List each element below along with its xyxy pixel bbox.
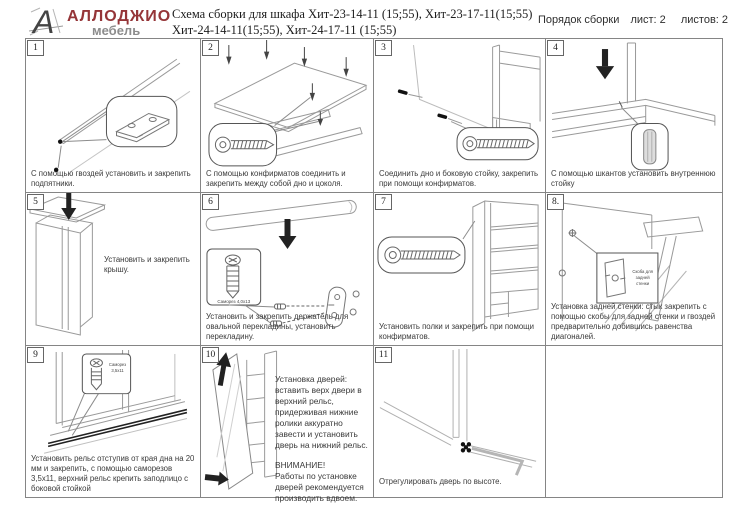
- assembly-step-3: [373, 38, 545, 192]
- screw-icon: [398, 89, 448, 119]
- brand-logo-icon: [26, 4, 66, 38]
- warning-body: Работы по установке дверей рекомендуется производить вдвоем.: [275, 471, 364, 504]
- assembly-step-6: [200, 192, 373, 345]
- sheets-total: листов: 2: [680, 14, 729, 26]
- logo-letter: А: [33, 4, 55, 38]
- step-number: 6: [202, 194, 219, 210]
- step-number: 9: [27, 347, 44, 363]
- step-number: 2: [202, 40, 219, 56]
- assembly-step-4: [545, 38, 722, 192]
- step-number: 11: [375, 347, 392, 363]
- assembly-step-5: [25, 192, 200, 345]
- assembly-step-9: [25, 345, 200, 497]
- step-number: 4: [547, 40, 564, 56]
- screw-size-label-line2: 3,5х11: [111, 367, 124, 373]
- callout-bubble: [457, 128, 538, 160]
- step-caption: С помощью конфирматов соединить и закрепить между собой дно и цоколя.: [206, 169, 346, 189]
- step-caption: Установить рельс отступив от края дна на 20 мм и закрепить, с помощью саморезов 3,5х11, верхний рельс крепить заподлицо с боковой стойкой: [31, 454, 195, 494]
- down-arrow-icon: [279, 219, 297, 249]
- step-number: 5: [27, 194, 44, 210]
- order-label: Порядок сборки: [538, 14, 620, 26]
- brand-name: АЛЛОДЖИО: [67, 8, 172, 25]
- brand-subtitle: мебель: [92, 23, 141, 38]
- assembly-step-2: [200, 38, 373, 192]
- warning-title: ВНИМАНИЕ!: [275, 460, 326, 471]
- step-number: 8.: [547, 194, 564, 210]
- step-number: 10: [202, 347, 219, 363]
- sliding-rail: [48, 410, 187, 447]
- step-caption: Соединить дно и боковую стойку, закрепить при помощи конфирматов.: [379, 169, 539, 189]
- callout-bubble: [378, 237, 465, 273]
- roller-icon: [461, 442, 471, 452]
- sheet-title-line1: Схема сборки для шкафа Хит-23-14-11 (15;55), Хит-23-17-11(15;55): [172, 7, 533, 21]
- bracket-label-line2: задней: [635, 275, 650, 280]
- down-arrow-icon: [596, 49, 614, 79]
- steps-grid: [25, 38, 723, 504]
- step-number: 1: [27, 40, 44, 56]
- step-caption: Установить и закрепить крышу.: [104, 255, 190, 274]
- sheet-title-line2: Хит-24-14-11(15;55), Хит-24-17-11 (15;55): [172, 23, 397, 38]
- bracket-label-line1: Скоба для: [632, 269, 653, 274]
- sheet-number: лист: 2: [630, 14, 666, 26]
- callout-bubble: [209, 124, 277, 166]
- step-caption: Установка задней стенки: стык закрепить с помощью скобы для задней стенки и гвоздей предварительно добившись равенства диагоналей.: [551, 302, 716, 342]
- step-number: 7: [375, 194, 392, 210]
- bracket-label-line3: стенки: [636, 281, 650, 286]
- step-11-illustration: [374, 346, 545, 497]
- step-caption: Установить и закрепить держатель для овальной перекладины, установить перекладину.: [206, 312, 349, 342]
- step-caption: Отрегулировать дверь по высоте.: [379, 477, 502, 487]
- screw-icon: [227, 40, 348, 125]
- step-number: 3: [375, 40, 392, 56]
- step-caption: С помощью гвоздей установить и закрепить подпятники.: [31, 169, 191, 189]
- step-caption-block: [275, 374, 370, 504]
- sheet-order-info: [538, 14, 728, 26]
- assembly-step-1: [25, 38, 200, 192]
- empty-cell: [545, 345, 722, 497]
- screw-size-label-line1: Саморез: [108, 361, 127, 367]
- screw-size-label: Саморез 4,0х13: [217, 298, 251, 305]
- assembly-step-11: [373, 345, 545, 497]
- oval-rail: [205, 200, 357, 231]
- step-caption: Установить полки и закрепить при помощи конфирматов.: [379, 322, 534, 342]
- step-caption: Установка дверей: вставить верх двери в верхний рельс, придерживая нижние ролики аккуратно завести и установить дверь на нижний рельс.: [275, 374, 368, 450]
- step-caption: С помощью шкантов установить внутреннюю стойку: [551, 169, 716, 189]
- assembly-step-10: [200, 345, 373, 504]
- assembly-step-8: [545, 192, 722, 345]
- assembly-step-7: [373, 192, 545, 345]
- sheet-title: [172, 6, 532, 39]
- right-arrow-icon: [204, 470, 229, 486]
- callout-bubble: [82, 354, 130, 394]
- dowel-icon: [644, 130, 656, 164]
